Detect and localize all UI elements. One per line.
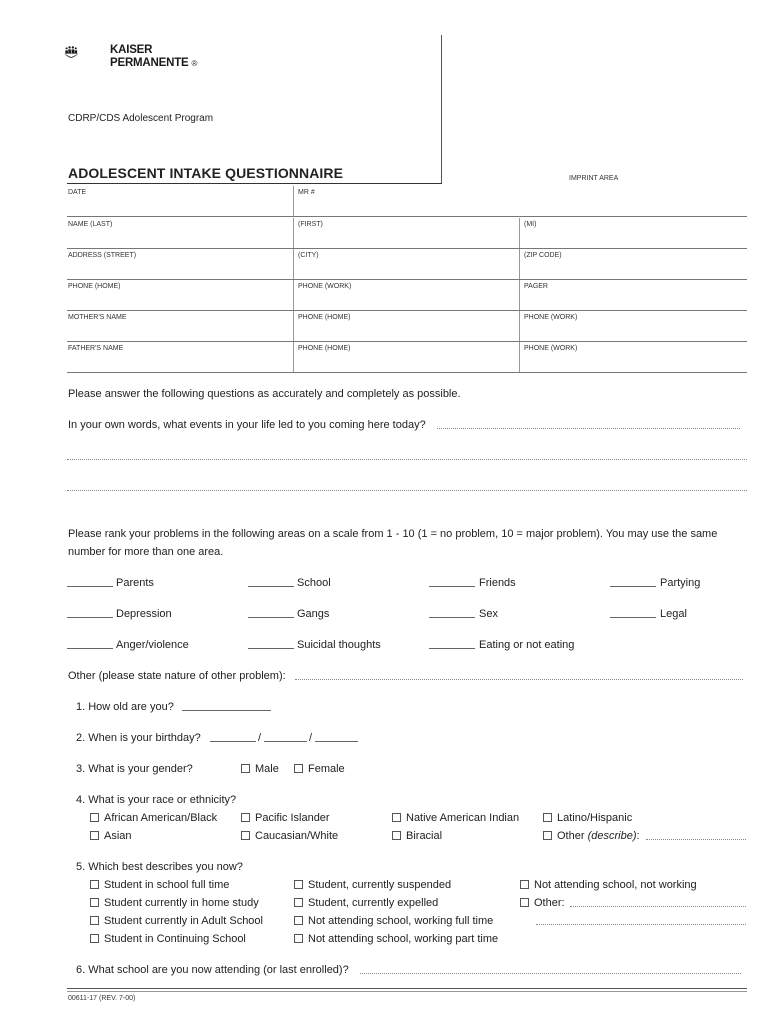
date-separator: / [309,732,313,744]
grid-divider [293,249,294,279]
father-phone-work-label: PHONE (WORK) [524,345,578,352]
kaiser-logo-icon [64,34,110,70]
date-label: DATE [68,189,87,196]
status-home-study-option[interactable] [90,897,259,909]
status-continuing-option[interactable] [90,933,246,945]
race-caucasian-option[interactable] [241,830,338,842]
gangs-rank-input[interactable] [248,617,294,618]
status-home-study-label: Student currently in home study [104,897,259,909]
date-separator: / [258,732,262,744]
grid-divider [293,311,294,341]
grid-divider [519,280,520,310]
intro-text: Please answer the following questions as accurately and completely as possible. [68,388,461,400]
question-school: 6. What school are you now attending (or last enrolled)? [76,964,349,976]
father-name-label: FATHER'S NAME [68,345,124,352]
status-expelled-option[interactable] [294,897,438,909]
male-checkbox[interactable] [241,764,250,773]
school-input[interactable] [360,973,741,974]
footer-rule [67,988,747,989]
phone-home-label: PHONE (HOME) [68,283,121,290]
footer-rule [67,991,747,992]
father-phone-home-label: PHONE (HOME) [298,345,351,352]
checkbox[interactable] [90,898,99,907]
imprint-area-label: IMPRINT AREA [569,175,619,182]
area-gangs: Gangs [297,608,330,620]
friends-rank-input[interactable] [429,586,475,587]
logo-line2: PERMANENTE [110,57,189,69]
pager-label: PAGER [524,283,548,290]
checkbox[interactable] [294,880,303,889]
registered-mark: ® [191,59,198,68]
checkbox[interactable] [90,831,99,840]
mother-field[interactable] [67,341,747,342]
race-biracial-option[interactable] [392,830,442,842]
other-problem-input[interactable] [295,679,743,680]
status-working-part-option[interactable] [294,933,498,945]
area-suicidal: Suicidal thoughts [297,639,381,651]
status-full-time-label: Student in school full time [104,879,230,891]
birth-day-input[interactable] [264,741,307,742]
checkbox[interactable] [543,831,552,840]
suicidal-rank-input[interactable] [248,648,294,649]
status-adult-school-label: Student currently in Adult School [104,915,263,927]
gender-female-option[interactable] [294,763,345,775]
area-partying: Partying [660,577,701,589]
mr-label: MR # [298,189,315,196]
race-other-option[interactable] [543,830,640,842]
status-full-time-option[interactable] [90,879,229,891]
status-suspended-label: Student, currently suspended [308,879,452,891]
race-describe-label: (describe) [587,830,637,842]
race-pacific-label: Pacific Islander [255,812,330,824]
status-adult-school-option[interactable] [90,915,263,927]
status-not-working-option[interactable] [520,879,697,891]
question-status: 5. Which best describes you now? [76,861,243,873]
race-biracial-label: Biracial [406,830,443,842]
race-asian-option[interactable] [90,830,132,842]
events-answer-line[interactable] [67,459,747,460]
address-label: ADDRESS (STREET) [68,252,137,259]
race-native-option[interactable] [392,812,519,824]
events-answer-line[interactable] [67,490,747,491]
status-working-full-label: Not attending school, working full time [308,915,494,927]
sex-rank-input[interactable] [429,617,475,618]
area-school: School [297,577,331,589]
program-name: CDRP/CDS Adolescent Program [68,113,214,124]
area-parents: Parents [116,577,154,589]
question-age: 1. How old are you? [76,701,174,713]
form-code: 00611-17 (REV. 7-00) [68,995,136,1002]
gender-male-option[interactable] [241,763,279,775]
checkbox[interactable] [241,831,250,840]
question-gender: 3. What is your gender? [76,763,193,775]
area-anger: Anger/violence [116,639,189,651]
status-working-part-label: Not attending school, working part time [308,933,499,945]
status-other-input[interactable] [570,906,746,907]
checkbox[interactable] [241,813,250,822]
grid-divider [293,342,294,372]
status-other-label: Other: [534,897,565,909]
status-other-option[interactable] [520,897,565,909]
grid-divider [519,311,520,341]
checkbox[interactable] [294,898,303,907]
area-friends: Friends [479,577,516,589]
race-latino-option[interactable] [543,812,632,824]
checkbox[interactable] [90,934,99,943]
race-native-label: Native American Indian [406,812,520,824]
address-field[interactable] [67,279,747,280]
logo-wordmark [110,44,197,70]
mother-phone-work-label: PHONE (WORK) [524,314,578,321]
checkbox[interactable] [90,880,99,889]
zip-label: (ZIP CODE) [524,252,562,259]
other-problem-label: Other (please state nature of other problem): [68,670,286,682]
grid-divider [293,186,294,216]
rank-instructions: Please rank your problems in the following areas on a scale from 1 - 10 (1 = no problem, 10 = major problem). You may use the same [68,528,718,540]
status-suspended-option[interactable] [294,879,451,891]
mother-name-label: MOTHER'S NAME [68,314,127,321]
grid-divider [293,280,294,310]
race-asian-label: Asian [104,830,132,842]
checkbox[interactable] [392,813,401,822]
grid-divider [519,218,520,248]
race-african-label: African American/Black [104,812,218,824]
city-label: (CITY) [298,252,319,259]
checkbox[interactable] [90,916,99,925]
grid-divider [519,249,520,279]
race-describe-colon: : [636,830,640,842]
partying-rank-input[interactable] [610,586,656,587]
birth-year-input[interactable] [315,741,358,742]
anger-rank-input[interactable] [67,648,113,649]
race-other-input[interactable] [646,839,746,840]
phone-field[interactable] [67,310,747,311]
school-rank-input[interactable] [248,586,294,587]
name-last-label: NAME (LAST) [68,221,113,228]
status-continuing-label: Student in Continuing School [104,933,246,945]
grid-divider [519,342,520,372]
depression-rank-input[interactable] [67,617,113,618]
area-legal: Legal [660,608,687,620]
imprint-divider [441,35,442,183]
mother-phone-home-label: PHONE (HOME) [298,314,351,321]
male-label: Male [255,763,279,775]
area-depression: Depression [116,608,172,620]
grid-divider [293,218,294,248]
checkbox[interactable] [294,916,303,925]
checkbox[interactable] [294,934,303,943]
name-first-label: (FIRST) [298,221,323,228]
parents-rank-input[interactable] [67,586,113,587]
rank-instructions-cont: number for more than one area. [68,546,224,558]
race-pacific-option[interactable] [241,812,330,824]
race-african-option[interactable] [90,812,217,824]
question-birthday: 2. When is your birthday? [76,732,201,744]
name-mi-label: (MI) [524,221,537,228]
father-field[interactable] [67,372,747,373]
eating-rank-input[interactable] [429,648,475,649]
race-caucasian-label: Caucasian/White [255,830,339,842]
area-eating: Eating or not eating [479,639,575,651]
area-sex: Sex [479,608,498,620]
checkbox[interactable] [90,813,99,822]
date-field[interactable] [67,216,747,217]
legal-rank-input[interactable] [610,617,656,618]
checkbox[interactable] [520,880,529,889]
form-title: ADOLESCENT INTAKE QUESTIONNAIRE [68,165,344,181]
question-race: 4. What is your race or ethnicity? [76,794,237,806]
female-label: Female [308,763,345,775]
race-other-label: Other [557,830,585,842]
status-expelled-label: Student, currently expelled [308,897,439,909]
age-input[interactable] [182,710,271,711]
birth-month-input[interactable] [210,741,256,742]
events-answer-line[interactable] [437,428,740,429]
status-working-full-option[interactable] [294,915,493,927]
name-field[interactable] [67,248,747,249]
events-question: In your own words, what events in your life led to you coming here today? [68,419,426,431]
phone-work-label: PHONE (WORK) [298,283,352,290]
status-other-input-cont[interactable] [536,924,746,925]
female-checkbox[interactable] [294,764,303,773]
race-latino-label: Latino/Hispanic [557,812,633,824]
checkbox[interactable] [392,831,401,840]
logo-line1: KAISER [110,44,153,56]
status-not-working-label: Not attending school, not working [534,879,697,891]
checkbox[interactable] [543,813,552,822]
checkbox[interactable] [520,898,529,907]
title-rule [67,183,442,184]
